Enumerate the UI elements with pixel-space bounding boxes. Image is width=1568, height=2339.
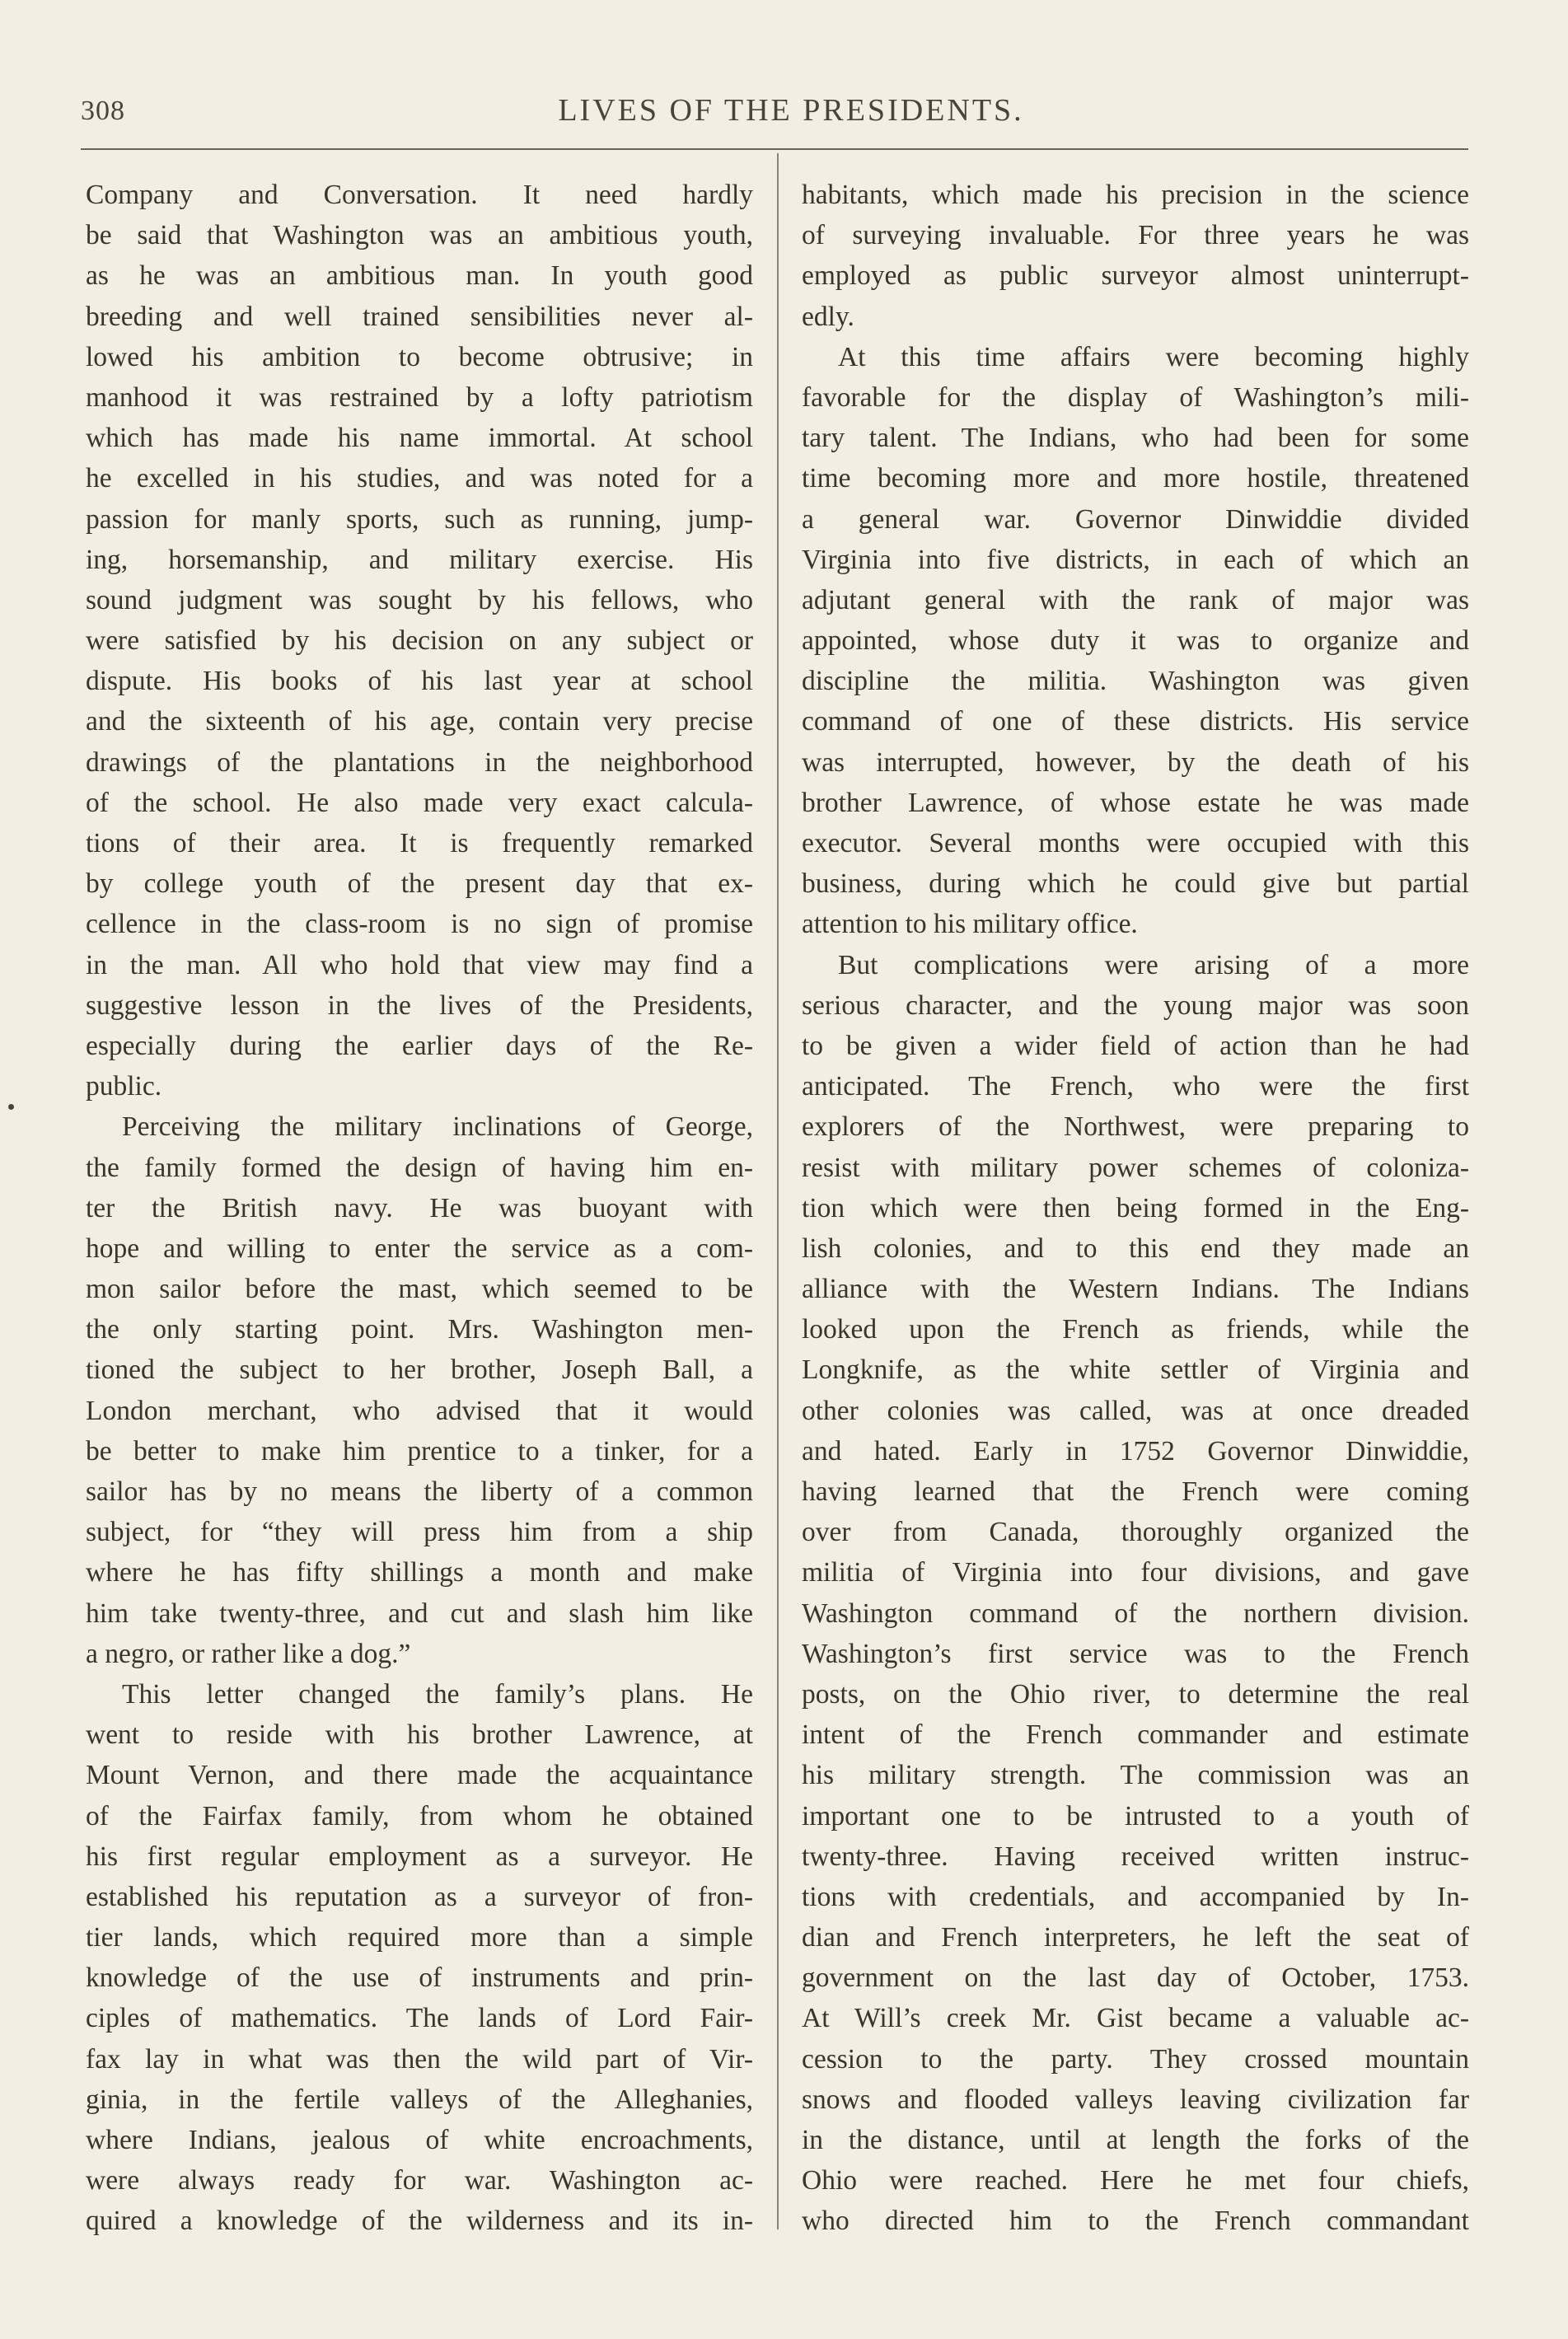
text-line: tions of their area. It is frequently remarked bbox=[86, 828, 753, 858]
text-line: business, during which he could give but partial bbox=[802, 868, 1469, 900]
text-line: drawings of the plantations in the neighborhood bbox=[86, 746, 753, 778]
text-line: adjutant general with the rank of major was bbox=[802, 584, 1469, 615]
text-line: a negro, or rather like a dog.” bbox=[86, 1638, 411, 1669]
text-line: appointed, whose duty it was to organize and bbox=[802, 625, 1469, 657]
text-line: anticipated. The French, who were the first bbox=[802, 1071, 1469, 1102]
text-line: ter the British navy. He was buoyant with bbox=[86, 1192, 753, 1223]
text-line: discipline the militia. Washington was given bbox=[802, 666, 1469, 697]
text-line: Virginia into five districts, in each of which an bbox=[802, 544, 1469, 575]
text-line: sound judgment was sought by his fellows, who bbox=[86, 584, 753, 615]
text-line: looked upon the French as friends, while the bbox=[802, 1314, 1469, 1345]
running-head-title: LIVES OF THE PRESIDENTS. bbox=[558, 93, 1024, 128]
text-line: tion which were then being formed in the Eng- bbox=[802, 1192, 1469, 1223]
text-line: and the sixteenth of his age, contain very precise bbox=[86, 706, 753, 737]
text-line: of the school. He also made very exact calcula- bbox=[86, 787, 753, 818]
text-line: tier lands, which required more than a simple bbox=[86, 1922, 753, 1953]
text-line: cellence in the class-room is no sign of promise bbox=[86, 909, 753, 940]
text-line: in the man. All who hold that view may find a bbox=[86, 949, 753, 980]
text-line: This letter changed the family’s plans. He bbox=[122, 1678, 753, 1710]
text-line: attention to his military office. bbox=[802, 909, 1138, 940]
text-line: lowed his ambition to become obtrusive; in bbox=[86, 341, 753, 372]
text-line: the family formed the design of having him en- bbox=[86, 1152, 753, 1183]
text-line: ciples of mathematics. The lands of Lord Fair- bbox=[86, 2003, 753, 2034]
text-line: tioned the subject to her brother, Joseph Ball, a bbox=[86, 1354, 753, 1386]
text-line: London merchant, who advised that it would bbox=[86, 1395, 753, 1426]
text-line: in the distance, until at length the forks of the bbox=[802, 2125, 1469, 2155]
text-line: of surveying invaluable. For three years he was bbox=[802, 220, 1469, 251]
text-line: resist with military power schemes of coloniza- bbox=[802, 1152, 1469, 1183]
text-line: Company and Conversation. It need hardly bbox=[86, 180, 753, 210]
text-line: over from Canada, thoroughly organized the bbox=[802, 1517, 1469, 1548]
text-line: who directed him to the French commandant bbox=[802, 2206, 1469, 2237]
text-line: tary talent. The Indians, who had been for some bbox=[802, 423, 1469, 454]
text-line: by college youth of the present day that ex- bbox=[86, 868, 753, 900]
text-line: employed as public surveyor almost uninterrupt- bbox=[802, 260, 1469, 292]
text-line: hope and willing to enter the service as a com- bbox=[86, 1233, 753, 1264]
text-line: Perceiving the military inclinations of George, bbox=[122, 1111, 753, 1143]
text-line: serious character, and the young major was soon bbox=[802, 989, 1469, 1021]
text-line: fax lay in what was then the wild part of Vir- bbox=[86, 2043, 753, 2075]
text-line: manhood it was restrained by a lofty patriotism bbox=[86, 381, 753, 413]
text-line: At Will’s creek Mr. Gist became a valuable ac- bbox=[802, 2003, 1469, 2034]
text-line: having learned that the French were coming bbox=[802, 1476, 1469, 1507]
text-line: him take twenty-three, and cut and slash him like bbox=[86, 1598, 753, 1629]
text-line: At this time affairs were becoming highly bbox=[838, 341, 1469, 372]
text-line: especially during the earlier days of the Re- bbox=[86, 1030, 753, 1061]
text-line: ing, horsemanship, and military exercise. His bbox=[86, 544, 753, 575]
margin-ink-dot bbox=[8, 1104, 14, 1110]
text-line: sailor has by no means the liberty of a common bbox=[86, 1476, 753, 1507]
text-line: quired a knowledge of the wilderness and its in- bbox=[86, 2206, 753, 2237]
text-line: were always ready for war. Washington ac- bbox=[86, 2165, 753, 2196]
text-line: executor. Several months were occupied with this bbox=[802, 828, 1469, 858]
text-line: habitants, which made his precision in the science bbox=[802, 180, 1469, 210]
column-divider bbox=[777, 153, 779, 2229]
page-number: 308 bbox=[81, 96, 125, 126]
text-line: be said that Washington was an ambitious youth, bbox=[86, 220, 753, 251]
text-line: public. bbox=[86, 1071, 162, 1102]
text-line: important one to be intrusted to a youth of bbox=[802, 1800, 1469, 1831]
text-line: a general war. Governor Dinwiddie divided bbox=[802, 503, 1469, 535]
text-line: of the Fairfax family, from whom he obtained bbox=[86, 1800, 753, 1831]
text-line: ginia, in the fertile valleys of the Alleghanies, bbox=[86, 2084, 753, 2115]
text-line: where Indians, jealous of white encroachments, bbox=[86, 2125, 753, 2155]
text-line: as he was an ambitious man. In youth good bbox=[86, 260, 753, 292]
text-line: Washington command of the northern division. bbox=[802, 1598, 1469, 1629]
left-text-column bbox=[86, 175, 753, 2242]
text-line: time becoming more and more hostile, threatened bbox=[802, 463, 1469, 494]
text-line: mon sailor before the mast, which seemed to be bbox=[86, 1274, 753, 1305]
text-line: explorers of the Northwest, were preparing to bbox=[802, 1111, 1469, 1143]
text-line: Ohio were reached. Here he met four chiefs, bbox=[802, 2165, 1469, 2196]
text-line: suggestive lesson in the lives of the Presidents, bbox=[86, 989, 753, 1021]
text-line: and hated. Early in 1752 Governor Dinwiddie, bbox=[802, 1435, 1469, 1467]
text-line: lish colonies, and to this end they made an bbox=[802, 1233, 1469, 1264]
text-line: militia of Virginia into four divisions, and gave bbox=[802, 1557, 1469, 1588]
text-line: he excelled in his studies, and was noted for a bbox=[86, 463, 753, 494]
header-rule bbox=[81, 148, 1468, 150]
text-line: knowledge of the use of instruments and prin- bbox=[86, 1962, 753, 1994]
text-line: his first regular employment as a surveyor. He bbox=[86, 1841, 753, 1872]
text-line: snows and flooded valleys leaving civilization far bbox=[802, 2084, 1469, 2115]
text-line: passion for manly sports, such as running, jump- bbox=[86, 503, 753, 535]
text-line: to be given a wider field of action than he had bbox=[802, 1030, 1469, 1061]
text-line: dispute. His books of his last year at school bbox=[86, 666, 753, 697]
text-line: Longknife, as the white settler of Virginia and bbox=[802, 1354, 1469, 1386]
text-line: be better to make him prentice to a tinker, for a bbox=[86, 1435, 753, 1467]
text-line: Mount Vernon, and there made the acquaintance bbox=[86, 1760, 753, 1791]
text-line: the only starting point. Mrs. Washington men- bbox=[86, 1314, 753, 1345]
right-text-column bbox=[802, 175, 1469, 2242]
text-line: Washington’s first service was to the French bbox=[802, 1638, 1469, 1669]
text-line: other colonies was called, was at once dreaded bbox=[802, 1395, 1469, 1426]
text-line: went to reside with his brother Lawrence, at bbox=[86, 1719, 753, 1751]
text-line: breeding and well trained sensibilities never al- bbox=[86, 301, 753, 332]
text-line: alliance with the Western Indians. The Indians bbox=[802, 1274, 1469, 1305]
text-line: posts, on the Ohio river, to determine the real bbox=[802, 1678, 1469, 1710]
text-line: established his reputation as a surveyor of fron- bbox=[86, 1881, 753, 1912]
text-line: favorable for the display of Washington’s mili- bbox=[802, 381, 1469, 413]
text-line: which has made his name immortal. At school bbox=[86, 423, 753, 454]
text-line: subject, for “they will press him from a ship bbox=[86, 1517, 753, 1548]
text-line: edly. bbox=[802, 301, 854, 332]
text-line: was interrupted, however, by the death of his bbox=[802, 746, 1469, 778]
text-line: command of one of these districts. His service bbox=[802, 706, 1469, 737]
text-line: cession to the party. They crossed mountain bbox=[802, 2043, 1469, 2075]
text-line: twenty-three. Having received written instruc- bbox=[802, 1841, 1469, 1872]
text-line: where he has fifty shillings a month and make bbox=[86, 1557, 753, 1588]
text-line: government on the last day of October, 1753. bbox=[802, 1962, 1469, 1994]
text-line: intent of the French commander and estimate bbox=[802, 1719, 1469, 1751]
text-line: dian and French interpreters, he left the seat of bbox=[802, 1922, 1469, 1953]
text-line: his military strength. The commission was an bbox=[802, 1760, 1469, 1791]
text-line: But complications were arising of a more bbox=[838, 949, 1469, 980]
text-line: brother Lawrence, of whose estate he was made bbox=[802, 787, 1469, 818]
text-line: were satisfied by his decision on any subject or bbox=[86, 625, 753, 657]
text-line: tions with credentials, and accompanied by In- bbox=[802, 1881, 1469, 1912]
